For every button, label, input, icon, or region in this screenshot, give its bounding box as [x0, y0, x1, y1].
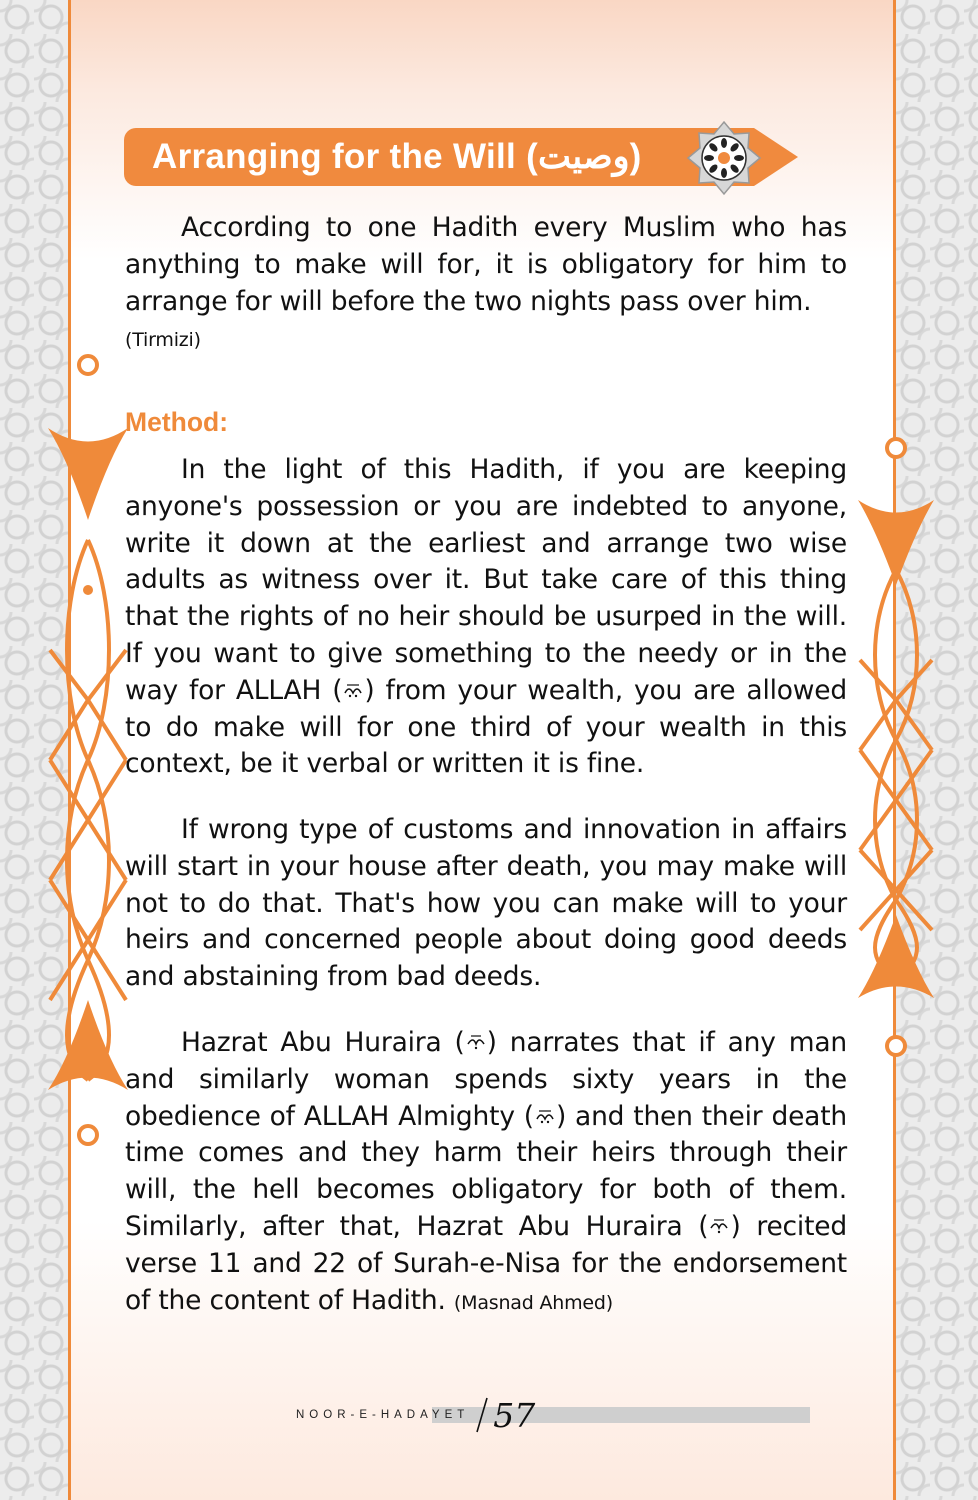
slash-divider-icon: [473, 1397, 491, 1433]
arabic-honorific-icon: [534, 1105, 556, 1127]
method-p3-part-1: Hazrat Abu Huraira (: [181, 1027, 465, 1058]
method-p3-citation: (Masnad Ahmed): [453, 1291, 613, 1314]
page-title: Arranging for the Will (وصیت): [152, 137, 642, 176]
method-p3-part-3: ) and then their death time comes and they harm their heirs through their will, the hell becomes obligatory for both of them. Similarly, after that, Hazrat Abu Huraira (: [125, 1100, 847, 1242]
footer-brand: NOOR-E-HADAYET: [296, 1409, 470, 1421]
method-heading: Method:: [125, 407, 229, 437]
method-p3-part-2: ) narrates that if any man and similarly woman spends sixty years in the obedience of ALLAH Almighty (: [125, 1027, 847, 1132]
method-p2-text: If wrong type of customs and innovation in affairs will start in your house after death, you may make will not to do that. That's how you can make will to your heirs and concerned people about doing good deeds and abstaining from bad deeds.: [125, 814, 847, 993]
intro-paragraph: [125, 210, 847, 359]
method-paragraph-2: [125, 812, 847, 996]
method-paragraph-3: [125, 1025, 847, 1321]
left-ornament-icon: [20, 0, 130, 1500]
intro-text: According to one Hadith every Muslim who has anything to make will for, it is obligatory for him to arrange for will before the two nights pass over him.: [125, 212, 847, 317]
right-ornament-icon: [842, 0, 952, 1500]
method-p1-part-1: In the light of this Hadith, if you are keeping anyone's possession or you are indebted to anyone, write it down at the earliest and arrange two wise adults as witness over it. But take care of this thing that the rights of no heir should be usurped in the will. If you want to give something to the needy or in the way for ALLAH (: [125, 454, 847, 706]
page-footer: [296, 1395, 536, 1435]
method-p3-part-4: ) recited verse 11 and 22 of Surah-e-Nisa for the endorsement of the content of Hadith.: [125, 1210, 847, 1316]
intro-citation: (Tirmizi): [125, 329, 201, 352]
title-banner: [124, 128, 754, 186]
arabic-honorific-icon: [465, 1031, 487, 1053]
flower-medallion-icon: [684, 118, 764, 198]
arabic-honorific-icon: [342, 679, 364, 701]
arabic-honorific-icon: [708, 1215, 730, 1237]
page-number: 57: [493, 1395, 536, 1435]
method-paragraph-1: [125, 452, 847, 783]
method-p1-part-2: ) from your wealth, you are allowed to do make will for one third of your wealth in this context, be it verbal or written it is fine.: [125, 674, 847, 780]
